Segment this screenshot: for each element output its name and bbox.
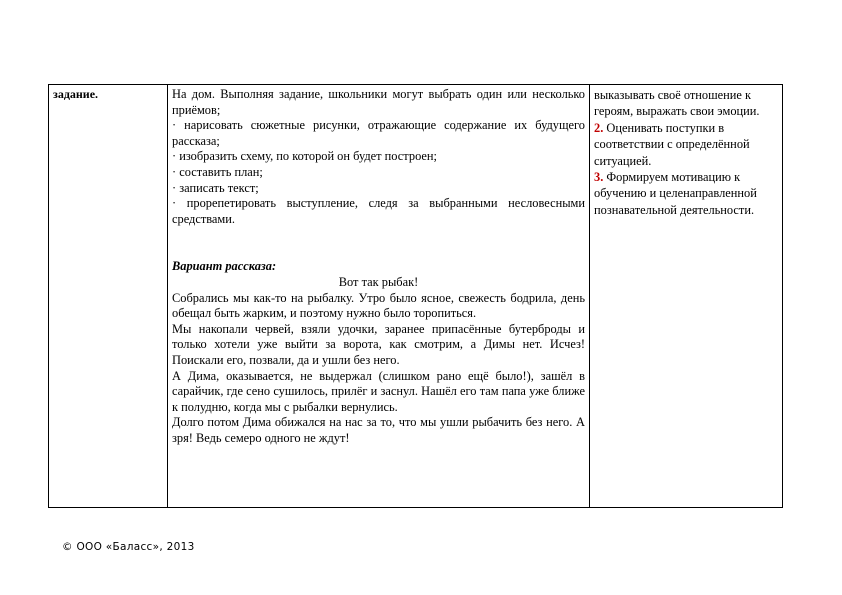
outcome-number: 2. [594, 120, 604, 135]
variant-label: Вариант рассказа: [172, 259, 277, 274]
story-paragraph: Долго потом Дима обижался на нас за то, что мы ушли рыбачить без него. А зря! Ведь семеро одного не ждут! [172, 415, 585, 445]
outcome-item [594, 169, 778, 218]
outcome-text: выказывать своё отношение к героям, выражать свои эмоции. [594, 88, 760, 119]
table-row [49, 85, 783, 508]
outcome-text: Формируем мотивацию к обучению и целенаправленной познавательной деятельности. [594, 170, 757, 217]
story-paragraph: Мы накопали червей, взяли удочки, заранее припасённые бутерброды и только хотели уже выйти за ворота, как смотрим, а Димы нет. Исчез! Поискали его, позвали, да и ушли без него. [172, 321, 585, 367]
homework-intro: На дом. Выполняя задание, школьники могут выбрать один или несколько приёмов; [172, 87, 585, 117]
stage-label: задание. [53, 87, 99, 101]
stage-cell [49, 85, 168, 508]
story-paragraph: А Дима, оказывается, не выдержал (слишком рано ещё было!), зашёл в сарайчик, где сено сушилось, прилёг и заснул. Нашёл его там папа уже ближе к полудню, когда мы с рыбалки вернулись. [172, 368, 585, 414]
story-title: Вот так рыбак! [338, 274, 419, 289]
bullet-item: · записать текст; [172, 180, 259, 195]
bullet-item: · прорепетировать выступление, следя за выбранными несловесными средствами. [172, 196, 585, 226]
story-paragraph: Собрались мы как-то на рыбалку. Утро было ясное, свежесть бодрила, день обещал быть жарким, и поэтому нужно было торопиться. [172, 290, 585, 321]
bullet-item: · составить план; [172, 164, 263, 179]
lesson-table [48, 84, 783, 508]
spacer [172, 227, 585, 259]
outcome-item [594, 120, 778, 169]
activity-cell [168, 85, 590, 508]
copyright-footer: © ООО «Баласс», 2013 [62, 541, 195, 553]
outcome-item [594, 87, 778, 120]
bullet-item: · нарисовать сюжетные рисунки, отражающие содержание их будущего рассказа; [172, 118, 585, 148]
bullet-item: · изобразить схему, по которой он будет построен; [172, 149, 437, 164]
outcome-text: Оценивать поступки в соответствии с определённой ситуацией. [594, 120, 750, 168]
outcome-number: 3. [594, 170, 604, 185]
outcomes-cell [590, 85, 783, 508]
